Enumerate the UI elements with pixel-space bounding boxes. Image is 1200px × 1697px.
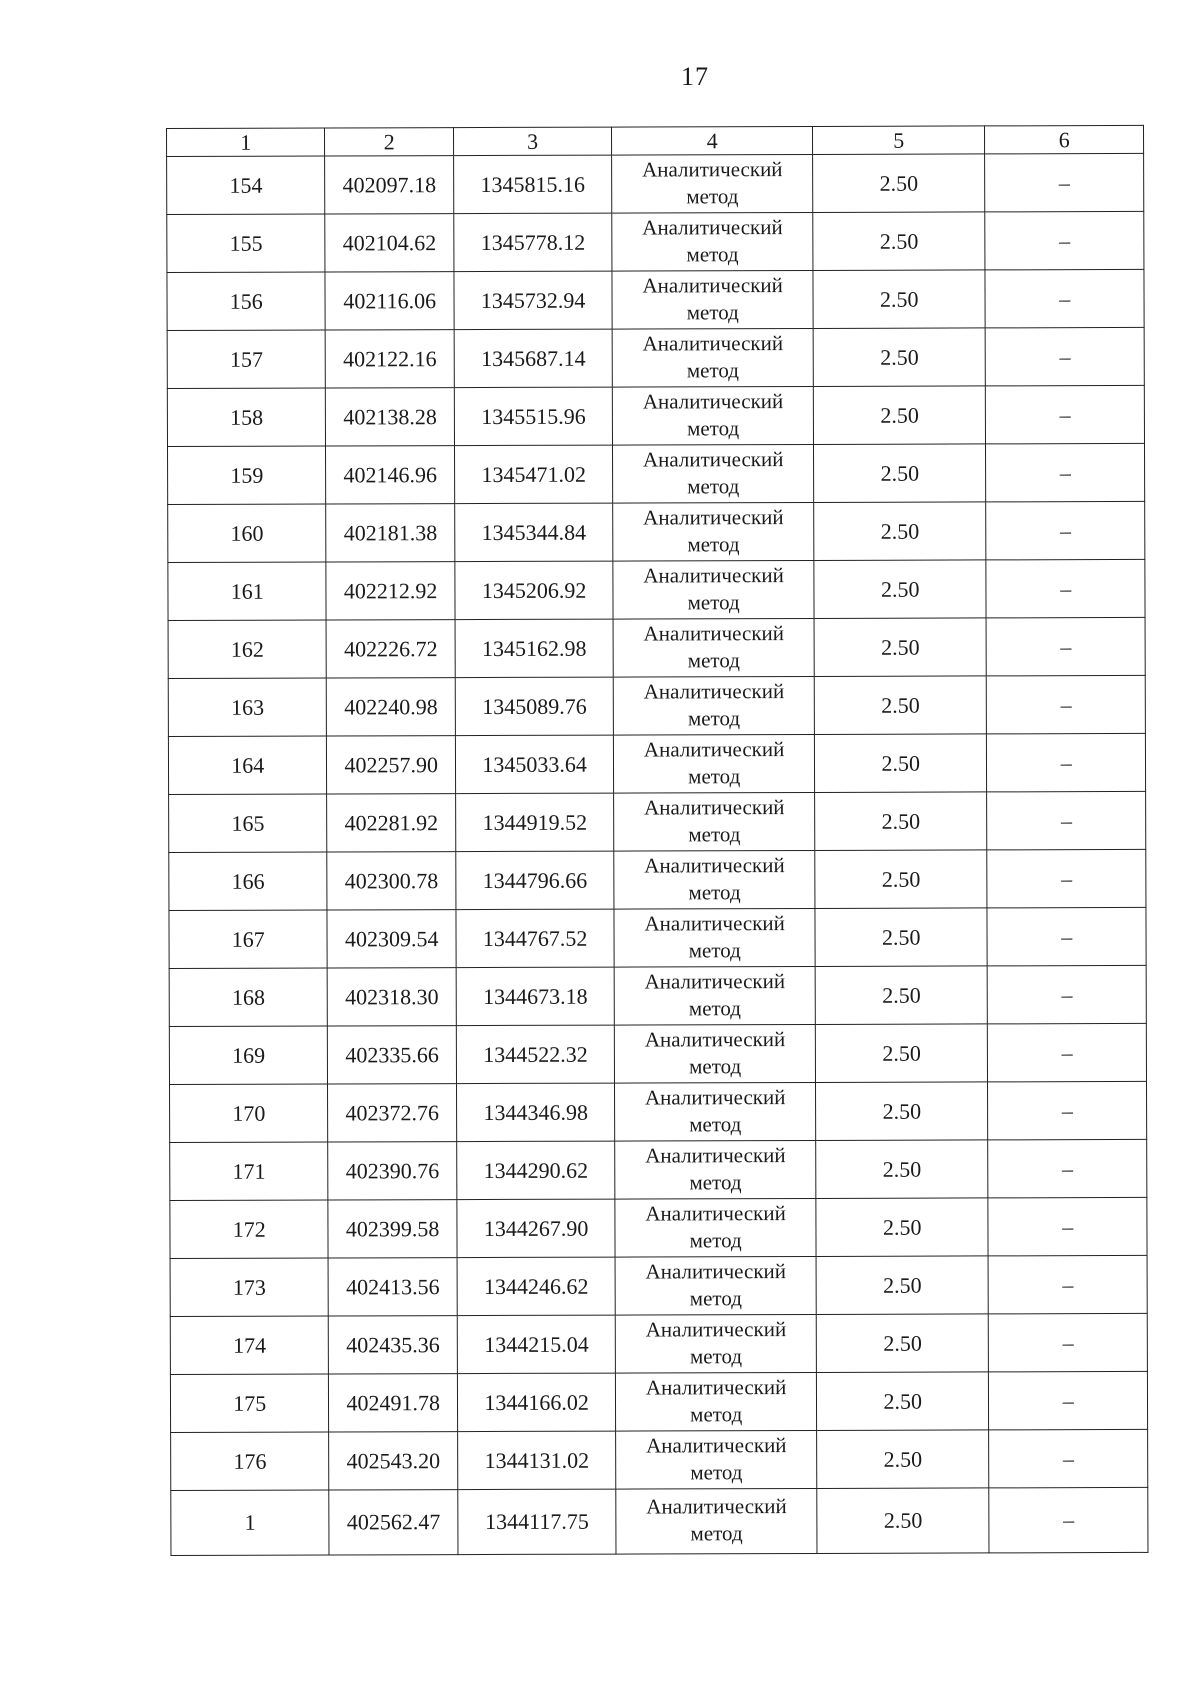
- table-row: [167, 153, 1144, 214]
- y-coordinate-cell: 1344166.02: [457, 1373, 616, 1431]
- method-cell: [616, 1430, 817, 1489]
- accuracy-cell: 2.50: [816, 1314, 989, 1373]
- column-header: 6: [985, 125, 1144, 153]
- y-coordinate-cell: 1344522.32: [456, 1025, 615, 1083]
- method-cell: [613, 502, 814, 561]
- x-coordinate-cell: 402181.38: [326, 504, 455, 562]
- method-line-2: метод: [686, 357, 740, 382]
- method-cell: [614, 734, 815, 793]
- description-cell: –: [985, 153, 1144, 211]
- y-coordinate-cell: 1345344.84: [455, 503, 614, 561]
- table-row: [169, 1023, 1146, 1084]
- method-line-1: Аналитический: [643, 736, 785, 762]
- point-number-cell: 157: [167, 330, 326, 388]
- method-line-1: Аналитический: [642, 214, 783, 240]
- method-line-1: Аналитический: [644, 910, 785, 936]
- method-line-2: метод: [687, 589, 740, 614]
- method-cell: [616, 1314, 817, 1373]
- method-cell: [613, 560, 814, 619]
- accuracy-cell: 2.50: [815, 1082, 988, 1141]
- table-row: [170, 1313, 1147, 1374]
- x-coordinate-cell: 402257.90: [327, 736, 456, 794]
- method-line-1: Аналитический: [645, 1200, 786, 1225]
- table-row: [168, 443, 1145, 504]
- x-coordinate-cell: 402372.76: [328, 1084, 457, 1142]
- table-row: [170, 1371, 1147, 1432]
- method-line-2: метод: [689, 1343, 743, 1368]
- x-coordinate-cell: 402491.78: [329, 1374, 458, 1432]
- description-cell: –: [987, 733, 1146, 791]
- point-number-cell: 154: [167, 156, 326, 214]
- description-cell: –: [989, 1371, 1148, 1429]
- x-coordinate-cell: 402399.58: [328, 1200, 457, 1258]
- x-coordinate-cell: 402240.98: [327, 678, 456, 736]
- point-number-cell: 163: [168, 678, 327, 736]
- method-line-2: метод: [690, 1401, 743, 1426]
- y-coordinate-cell: 1345515.96: [454, 387, 613, 445]
- method-line-2: метод: [688, 821, 741, 846]
- method-line-1: Аналитический: [644, 852, 785, 878]
- method-line-2: метод: [688, 879, 741, 904]
- method-cell: [615, 1256, 816, 1315]
- x-coordinate-cell: 402309.54: [327, 910, 456, 968]
- method-line-1: Аналитический: [642, 388, 784, 414]
- y-coordinate-cell: 1344215.04: [457, 1315, 616, 1373]
- method-line-1: Аналитический: [643, 562, 784, 588]
- method-line-1: Аналитический: [645, 1142, 786, 1167]
- table-row: [168, 733, 1145, 794]
- table-row: [170, 1255, 1147, 1316]
- method-line-2: метод: [686, 183, 739, 208]
- method-cell: [615, 1140, 816, 1199]
- accuracy-cell: 2.50: [814, 676, 987, 735]
- description-cell: –: [986, 385, 1145, 443]
- accuracy-cell: 2.50: [813, 328, 986, 387]
- method-line-1: Аналитический: [644, 968, 786, 994]
- table-row: [168, 617, 1145, 678]
- x-coordinate-cell: 402097.18: [325, 156, 454, 214]
- y-coordinate-cell: 1344796.66: [456, 851, 615, 909]
- method-line-1: Аналитический: [644, 1084, 786, 1109]
- method-line-2: метод: [688, 937, 741, 962]
- table-body: [167, 153, 1148, 1555]
- x-coordinate-cell: 402390.76: [328, 1142, 457, 1200]
- method-line-2: метод: [690, 1521, 743, 1546]
- method-line-2: метод: [687, 415, 740, 440]
- description-cell: –: [986, 443, 1145, 501]
- description-cell: –: [985, 269, 1144, 327]
- x-coordinate-cell: 402116.06: [325, 272, 454, 330]
- accuracy-cell: 2.50: [814, 618, 987, 677]
- table-row: [169, 791, 1146, 852]
- method-line-1: Аналитический: [644, 1026, 786, 1052]
- description-cell: –: [987, 907, 1146, 965]
- x-coordinate-cell: 402146.96: [326, 446, 455, 504]
- method-line-1: Аналитический: [642, 330, 784, 356]
- x-coordinate-cell: 402300.78: [327, 852, 456, 910]
- accuracy-cell: 2.50: [814, 502, 987, 561]
- description-cell: –: [987, 617, 1146, 675]
- table-row: [169, 849, 1146, 910]
- accuracy-cell: 2.50: [817, 1430, 990, 1489]
- accuracy-cell: 2.50: [815, 792, 988, 851]
- table-row: [169, 907, 1146, 968]
- method-cell: [614, 792, 815, 851]
- description-cell: –: [988, 1081, 1147, 1139]
- method-cell: [614, 850, 815, 909]
- method-line-1: Аналитический: [643, 678, 785, 704]
- table-row: [167, 327, 1144, 388]
- point-number-cell: 167: [169, 910, 328, 968]
- accuracy-cell: 2.50: [813, 444, 986, 503]
- table-row: [169, 965, 1146, 1026]
- accuracy-cell: 2.50: [814, 734, 987, 793]
- point-number-cell: 158: [167, 388, 326, 446]
- table-header: [167, 125, 1144, 156]
- y-coordinate-cell: 1344117.75: [458, 1489, 617, 1554]
- method-line-2: метод: [687, 705, 741, 730]
- point-number-cell: 156: [167, 272, 326, 330]
- header-row: [167, 125, 1144, 156]
- method-line-1: Аналитический: [643, 504, 784, 530]
- method-line-1: Аналитический: [646, 1432, 787, 1457]
- description-cell: –: [988, 965, 1147, 1023]
- y-coordinate-cell: 1344767.52: [456, 909, 615, 967]
- point-number-cell: 173: [170, 1258, 329, 1316]
- column-header: 1: [167, 128, 326, 156]
- method-line-2: метод: [689, 1285, 742, 1310]
- method-cell: [613, 386, 814, 445]
- column-header: 5: [812, 126, 985, 155]
- point-number-cell: 166: [169, 852, 328, 910]
- method-cell: [612, 328, 813, 387]
- column-header: 4: [612, 126, 813, 155]
- method-line-1: Аналитический: [645, 1374, 787, 1399]
- x-coordinate-cell: 402318.30: [328, 968, 457, 1026]
- point-number-cell: 171: [170, 1142, 329, 1200]
- y-coordinate-cell: 1345815.16: [453, 155, 612, 213]
- method-line-2: метод: [688, 995, 742, 1020]
- method-cell: [614, 676, 815, 735]
- point-number-cell: 165: [169, 794, 328, 852]
- column-header: 2: [325, 128, 453, 156]
- y-coordinate-cell: 1344290.62: [457, 1141, 616, 1199]
- accuracy-cell: 2.50: [815, 850, 988, 909]
- method-line-1: Аналитический: [644, 794, 785, 820]
- description-cell: –: [989, 1429, 1148, 1487]
- accuracy-cell: 2.50: [815, 908, 988, 967]
- point-number-cell: 168: [169, 968, 328, 1026]
- x-coordinate-cell: 402413.56: [329, 1258, 458, 1316]
- description-cell: –: [987, 849, 1146, 907]
- table-row: [170, 1139, 1147, 1200]
- method-line-2: метод: [687, 531, 740, 556]
- method-line-2: метод: [689, 1111, 742, 1136]
- y-coordinate-cell: 1344673.18: [456, 967, 615, 1025]
- x-coordinate-cell: 402562.47: [329, 1490, 458, 1555]
- method-cell: [614, 966, 815, 1025]
- point-number-cell: 160: [168, 504, 327, 562]
- point-number-cell: 174: [170, 1316, 329, 1374]
- method-line-2: метод: [686, 299, 739, 324]
- table-row: [167, 385, 1144, 446]
- point-number-cell: 155: [167, 214, 326, 272]
- table-row: [170, 1081, 1147, 1142]
- y-coordinate-cell: 1345778.12: [454, 213, 613, 271]
- description-cell: –: [989, 1487, 1148, 1552]
- y-coordinate-cell: 1344346.98: [456, 1083, 615, 1141]
- method-line-2: метод: [689, 1227, 742, 1252]
- x-coordinate-cell: 402335.66: [328, 1026, 457, 1084]
- accuracy-cell: 2.50: [816, 1372, 989, 1431]
- description-cell: –: [987, 675, 1146, 733]
- accuracy-cell: 2.50: [813, 212, 986, 271]
- x-coordinate-cell: 402212.92: [326, 562, 455, 620]
- method-line-2: метод: [689, 1053, 742, 1078]
- table-row: [171, 1487, 1148, 1555]
- coordinates-table: [166, 125, 1148, 1556]
- y-coordinate-cell: 1345162.98: [455, 619, 614, 677]
- accuracy-cell: 2.50: [814, 560, 987, 619]
- method-line-1: Аналитический: [646, 1494, 787, 1519]
- description-cell: –: [985, 211, 1144, 269]
- x-coordinate-cell: 402122.16: [326, 330, 455, 388]
- table-row: [167, 269, 1144, 330]
- description-cell: –: [988, 1197, 1147, 1255]
- method-cell: [613, 444, 814, 503]
- method-cell: [616, 1488, 817, 1554]
- x-coordinate-cell: 402138.28: [326, 388, 455, 446]
- method-cell: [615, 1198, 816, 1257]
- x-coordinate-cell: 402435.36: [329, 1316, 458, 1374]
- method-line-2: метод: [687, 473, 740, 498]
- description-cell: –: [988, 1023, 1147, 1081]
- method-cell: [613, 618, 814, 677]
- method-line-1: Аналитический: [645, 1258, 787, 1283]
- x-coordinate-cell: 402104.62: [325, 214, 454, 272]
- accuracy-cell: 2.50: [817, 1488, 990, 1554]
- method-cell: [615, 1024, 816, 1083]
- description-cell: –: [986, 501, 1145, 559]
- method-line-2: метод: [687, 647, 740, 672]
- table-row: [170, 1197, 1147, 1258]
- description-cell: –: [988, 1139, 1147, 1197]
- accuracy-cell: 2.50: [813, 386, 986, 445]
- table-row: [171, 1429, 1148, 1490]
- y-coordinate-cell: 1345089.76: [455, 677, 614, 735]
- point-number-cell: 159: [168, 446, 327, 504]
- accuracy-cell: 2.50: [816, 1198, 989, 1257]
- accuracy-cell: 2.50: [815, 966, 988, 1025]
- point-number-cell: 169: [169, 1026, 328, 1084]
- method-line-2: метод: [686, 241, 739, 266]
- table-row: [167, 211, 1144, 272]
- y-coordinate-cell: 1345471.02: [454, 445, 613, 503]
- accuracy-cell: 2.50: [815, 1024, 988, 1083]
- y-coordinate-cell: 1344267.90: [457, 1199, 616, 1257]
- accuracy-cell: 2.50: [816, 1140, 989, 1199]
- y-coordinate-cell: 1344246.62: [457, 1257, 616, 1315]
- accuracy-cell: 2.50: [813, 154, 986, 213]
- column-header: 3: [453, 127, 612, 155]
- method-cell: [614, 908, 815, 967]
- description-cell: –: [989, 1255, 1148, 1313]
- table-row: [168, 675, 1145, 736]
- description-cell: –: [987, 791, 1146, 849]
- method-cell: [615, 1082, 816, 1141]
- y-coordinate-cell: 1345206.92: [455, 561, 614, 619]
- description-cell: –: [986, 559, 1145, 617]
- method-line-1: Аналитический: [642, 272, 783, 298]
- method-line-1: Аналитический: [642, 446, 784, 472]
- method-line-2: метод: [689, 1169, 742, 1194]
- page-number: 17: [681, 62, 709, 91]
- point-number-cell: 172: [170, 1200, 329, 1258]
- y-coordinate-cell: 1345687.14: [454, 329, 613, 387]
- point-number-cell: 161: [168, 562, 327, 620]
- point-number-cell: 175: [170, 1374, 329, 1432]
- method-cell: [612, 270, 813, 329]
- method-line-1: Аналитический: [643, 620, 785, 646]
- y-coordinate-cell: 1344131.02: [457, 1431, 616, 1489]
- method-cell: [616, 1372, 817, 1431]
- description-cell: –: [989, 1313, 1148, 1371]
- description-cell: –: [986, 327, 1145, 385]
- point-number-cell: 164: [168, 736, 327, 794]
- method-line-2: метод: [690, 1459, 743, 1484]
- point-number-cell: 176: [171, 1432, 330, 1490]
- method-line-1: Аналитический: [642, 156, 783, 182]
- method-line-1: Аналитический: [645, 1316, 787, 1341]
- x-coordinate-cell: 402543.20: [329, 1432, 458, 1490]
- point-number-cell: 1: [171, 1490, 330, 1555]
- accuracy-cell: 2.50: [813, 270, 986, 329]
- y-coordinate-cell: 1344919.52: [455, 793, 614, 851]
- x-coordinate-cell: 402226.72: [327, 620, 456, 678]
- method-cell: [612, 154, 813, 213]
- table-row: [168, 559, 1145, 620]
- table-row: [168, 501, 1145, 562]
- method-cell: [612, 212, 813, 271]
- method-line-2: метод: [688, 763, 741, 788]
- accuracy-cell: 2.50: [816, 1256, 989, 1315]
- y-coordinate-cell: 1345033.64: [455, 735, 614, 793]
- x-coordinate-cell: 402281.92: [327, 794, 456, 852]
- point-number-cell: 170: [170, 1084, 329, 1142]
- y-coordinate-cell: 1345732.94: [454, 271, 613, 329]
- point-number-cell: 162: [168, 620, 327, 678]
